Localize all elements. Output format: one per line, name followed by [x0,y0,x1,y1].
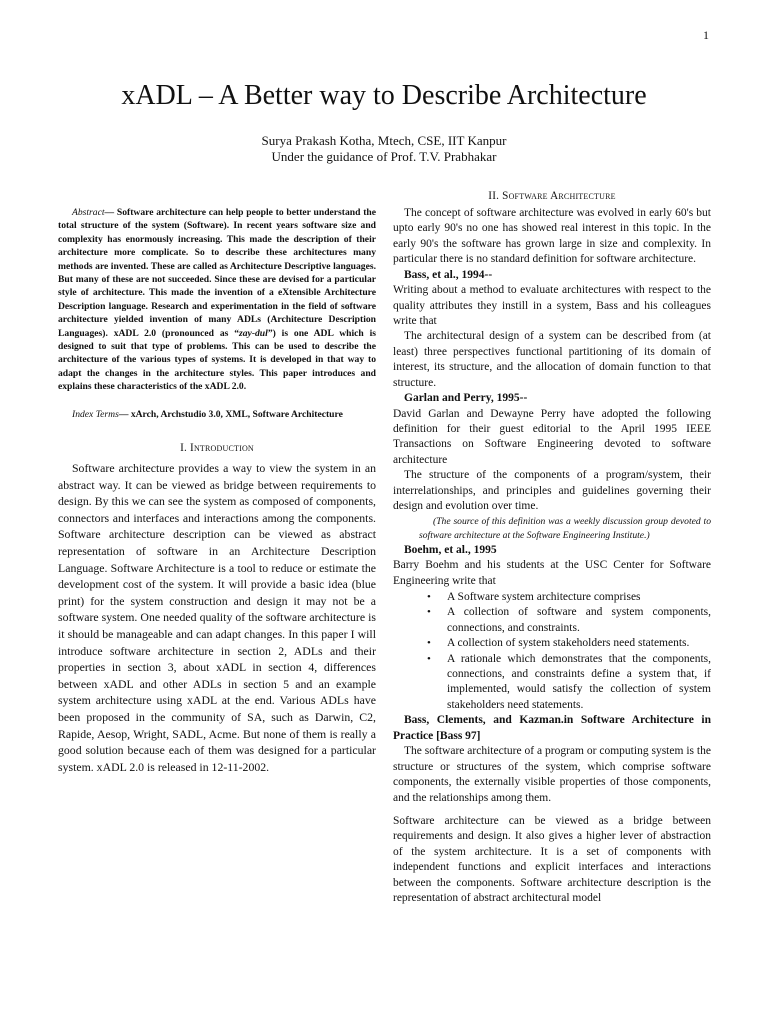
section2-intro-paragraph: The concept of software architecture was evolved in early 60's but upto early 90's no one has showed real interest in this topic. In the early 90's the software has grown large in size and complexity. In particular there is no standard definition for software architecture. [393,207,711,266]
bass-definition: The architectural design of a system can be described from (at least) three perspectives functional partitioning of its domain of interest, its structure, and the allocation of domain function to that structure. [393,330,711,389]
list-item-text: A collection of system stakeholders need statements. [447,637,690,650]
section-numeral: I. [180,442,188,455]
abstract-pronunciation: zay-dul [239,327,268,339]
list-item [393,652,711,714]
garlan-source-note: (The source of this definition was a weekly discussion group devoted to software architecture at the Software Engineering Institute.) [419,515,711,541]
paragraph-gap [393,806,711,814]
abstract-label: Abstract [72,207,105,218]
list-item-text: A collection of software and system components, connections, and constraints. [447,606,711,634]
garlan-definition: The structure of the components of a program/system, their interrelationships, and principles and guidelines governing their design and evolution over time. [393,469,711,513]
list-item [393,636,711,651]
section-heading-software-architecture [393,190,711,202]
list-item [393,590,711,605]
list-item [393,605,711,636]
subheading-bass-1994: Bass, et al., 1994-- [404,268,493,281]
left-column [58,190,376,775]
page-number: 1 [703,28,709,42]
index-terms-label: Index Terms [72,408,119,420]
abstract-text-b: ”) is one ADL which is designed to suit that type of problems. This can be used to describe the architecture of the various types of systems. It is developed in that way to adapt the changes in the architecture styles. This paper introduces and explains these characteristics of the xADL 2.0. [58,327,376,393]
abstract-text-a: Software architecture can help people to better understand the total structure of the system (Software). In recent years software size and complexity has enormously increasing. This made the description of their architecture more complicate. So to describe these architectures many methods are invented. These are called as Architecture Descriptive languages. But many of these are not succeeded. Since these are devised for a particular style of architecture. This made the invention of a eXtensible Architecture Description language. Research and experimentation in the field of software architecture yielded invention of many ADLs (Architecture Description Languages). xADL 2.0 (pronounced as “ [58,207,376,339]
closing-paragraph: Software architecture can be viewed as a bridge between requirements and design. It also gives a higher lever of abstraction of the system architecture. It is a set of components with independent functions and explicit interfaces and interactions between the components. Software architecture description is the representation of abstract architectural model [393,814,711,904]
bass97-definition: The software architecture of a program or computing system is the structure or structures of the system, which comprise software components, the externally visible properties of those components, and the relationships among them. [393,745,711,804]
bass-paragraph: Writing about a method to evaluate architectures with respect to the quality attributes they instill in a system, Bass and his colleagues write that [393,284,711,328]
abstract [58,206,376,394]
list-item-text: A rationale which demonstrates that the components, connections, and constraints define a system that, if implemented, would satisfy the collection of system stakeholders need statements. [447,652,711,711]
index-terms [58,408,376,421]
section-numeral: II. [488,190,500,202]
author-block [0,133,768,165]
author-line: Surya Prakash Kotha, Mtech, CSE, IIT Kanpur [261,133,507,148]
subheading-garlan-perry: Garlan and Perry, 1995-- [404,392,528,405]
abstract-dash: — [104,207,117,218]
paper-title: xADL – A Better way to Describe Architecture [121,80,647,111]
garlan-paragraph: David Garlan and Dewayne Perry have adopted the following definition for their guest editorial to the April 1995 IEEE Transactions on Software Engineering devoted to software architecture [393,407,711,466]
section-heading-introduction [58,442,376,454]
index-terms-dash: — [118,408,131,420]
right-column [393,190,711,906]
bullet-icon: • [427,590,431,603]
section-title: Software Architecture [502,190,616,202]
list-item-text: A Software system architecture comprises [447,590,641,603]
index-terms-text: xArch, Archstudio 3.0, XML, Software Architecture [130,408,343,420]
section-title: Introduction [190,442,254,455]
bullet-icon: • [427,606,431,619]
bullet-icon: • [427,652,431,665]
bullet-icon: • [427,637,431,650]
subheading-boehm: Boehm, et al., 1995 [404,543,497,556]
boehm-bullet-list [393,590,711,713]
introduction-paragraph: Software architecture provides a way to view the system in an abstract way. It can be viewed as bridge between requirements to design. By this we can see the system as composed of components, connectors and interfaces and interactions among the components. Software architecture description can be viewed as abstract representation of software in an Architecture Description Language. Software Architecture is a tool to reduce or estimate the development cost of the system. It will provide a basic idea (blue print) for the system construction and design it may not be a software system. One needed quality of the software architecture is it should be manageable and can adapt changes. In this paper I will introduce software architecture in section 2, ADLs and their properties in section 3, about xADL in section 4, differences between xADL and other ADLs in section 5 and an example system architecture using xADL at the end. Various ADLs have been proposed in the community of SA, such as Darwin, C2, Rapide, Aesop, Wright, SADL, Acme. But none of them is really a good solution because each of them was designed for a particular system. xADL 2.0 is released in 12-11-2002. [58,461,376,774]
guidance-line: Under the guidance of Prof. T.V. Prabhakar [271,149,497,164]
boehm-paragraph: Barry Boehm and his students at the USC Center for Software Engineering write that [393,559,711,587]
subheading-bass-clements-kazman: Bass, Clements, and Kazman.in Software Architecture in Practice [Bass 97] [393,714,711,742]
